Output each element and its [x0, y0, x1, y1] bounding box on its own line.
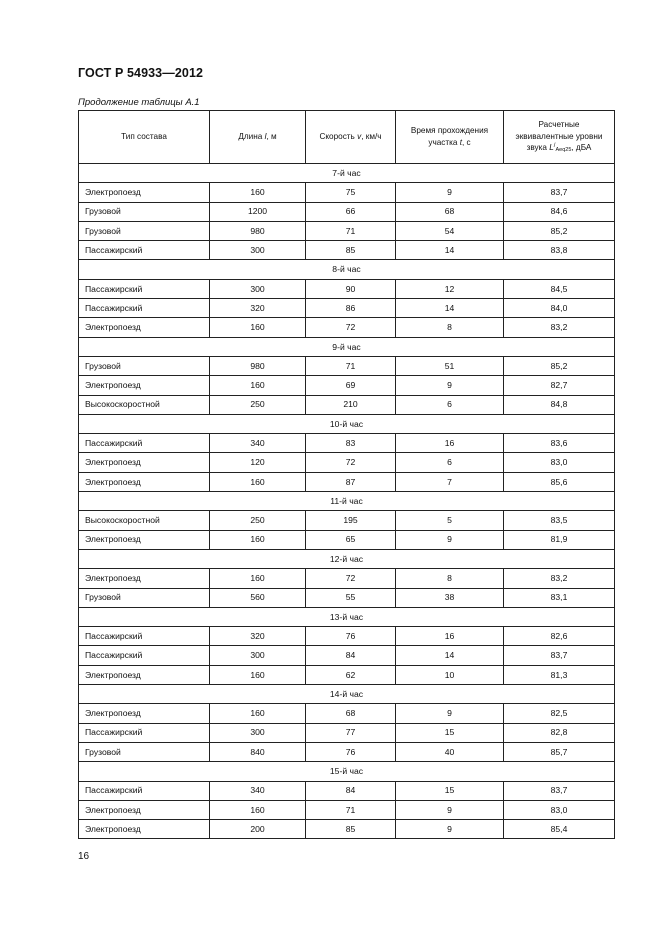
- table-row: [79, 434, 615, 453]
- length-cell: 300: [210, 241, 306, 260]
- hour-label: 14-й час: [79, 685, 615, 704]
- sound-level-cell: 83,6: [504, 434, 615, 453]
- speed-cell: 85: [306, 241, 396, 260]
- time-cell: 14: [396, 646, 504, 665]
- table-body: [79, 164, 615, 839]
- speed-cell: 85: [306, 820, 396, 839]
- speed-cell: 75: [306, 183, 396, 202]
- train-type-cell: Пассажирский: [79, 279, 210, 298]
- train-type-cell: Электропоезд: [79, 453, 210, 472]
- time-cell: 51: [396, 356, 504, 375]
- hour-group-row: [79, 492, 615, 511]
- data-table: [78, 110, 615, 839]
- table-row: [79, 511, 615, 530]
- length-cell: 160: [210, 665, 306, 684]
- hour-label: 15-й час: [79, 762, 615, 781]
- speed-cell: 68: [306, 704, 396, 723]
- hour-label: 8-й час: [79, 260, 615, 279]
- table-row: [79, 800, 615, 819]
- sound-level-cell: 85,7: [504, 742, 615, 761]
- train-type-cell: Электропоезд: [79, 820, 210, 839]
- table-row: [79, 646, 615, 665]
- sound-level-cell: 85,4: [504, 820, 615, 839]
- time-cell: 9: [396, 820, 504, 839]
- table-row: [79, 202, 615, 221]
- table-row: [79, 569, 615, 588]
- table-row: [79, 742, 615, 761]
- hour-label: 10-й час: [79, 414, 615, 433]
- time-cell: 9: [396, 704, 504, 723]
- speed-cell: 66: [306, 202, 396, 221]
- sound-level-cell: 85,6: [504, 472, 615, 491]
- sound-level-cell: 85,2: [504, 356, 615, 375]
- hour-group-row: [79, 260, 615, 279]
- time-cell: 38: [396, 588, 504, 607]
- sound-level-cell: 84,6: [504, 202, 615, 221]
- sound-level-cell: 83,5: [504, 511, 615, 530]
- time-cell: 10: [396, 665, 504, 684]
- sound-level-cell: 84,0: [504, 299, 615, 318]
- length-cell: 160: [210, 376, 306, 395]
- length-cell: 340: [210, 434, 306, 453]
- hour-group-row: [79, 685, 615, 704]
- train-type-cell: Пассажирский: [79, 627, 210, 646]
- train-type-cell: Электропоезд: [79, 665, 210, 684]
- speed-cell: 71: [306, 221, 396, 240]
- hour-group-row: [79, 607, 615, 626]
- length-cell: 1200: [210, 202, 306, 221]
- length-cell: 160: [210, 569, 306, 588]
- train-type-cell: Высокоскоростной: [79, 395, 210, 414]
- table-row: [79, 704, 615, 723]
- page-number: 16: [78, 851, 90, 862]
- table-row: [79, 318, 615, 337]
- speed-cell: 210: [306, 395, 396, 414]
- col-header-speed: Скорость v, км/ч: [306, 111, 396, 164]
- length-cell: 300: [210, 646, 306, 665]
- speed-cell: 195: [306, 511, 396, 530]
- table-row: [79, 356, 615, 375]
- train-type-cell: Пассажирский: [79, 646, 210, 665]
- time-cell: 40: [396, 742, 504, 761]
- hour-group-row: [79, 549, 615, 568]
- time-cell: 7: [396, 472, 504, 491]
- time-cell: 14: [396, 299, 504, 318]
- speed-cell: 71: [306, 356, 396, 375]
- sound-level-cell: 82,8: [504, 723, 615, 742]
- speed-cell: 65: [306, 530, 396, 549]
- speed-cell: 71: [306, 800, 396, 819]
- sound-level-cell: 83,7: [504, 781, 615, 800]
- speed-cell: 84: [306, 781, 396, 800]
- train-type-cell: Пассажирский: [79, 723, 210, 742]
- speed-cell: 72: [306, 318, 396, 337]
- length-cell: 320: [210, 299, 306, 318]
- train-type-cell: Электропоезд: [79, 183, 210, 202]
- table-caption: Продолжение таблицы А.1: [78, 97, 200, 108]
- train-type-cell: Электропоезд: [79, 318, 210, 337]
- time-cell: 9: [396, 800, 504, 819]
- table-row: [79, 472, 615, 491]
- sound-level-cell: 83,2: [504, 318, 615, 337]
- hour-group-row: [79, 414, 615, 433]
- time-cell: 9: [396, 183, 504, 202]
- time-cell: 9: [396, 530, 504, 549]
- table-row: [79, 723, 615, 742]
- train-type-cell: Электропоезд: [79, 800, 210, 819]
- sound-level-cell: 83,0: [504, 453, 615, 472]
- table-row: [79, 395, 615, 414]
- train-type-cell: Электропоезд: [79, 472, 210, 491]
- hour-label: 13-й час: [79, 607, 615, 626]
- col-header-sound-level: Расчетные эквивалентные уровни звука L/Aeq25, дБА: [504, 111, 615, 164]
- train-type-cell: Пассажирский: [79, 434, 210, 453]
- table-row: [79, 221, 615, 240]
- length-cell: 160: [210, 183, 306, 202]
- length-cell: 840: [210, 742, 306, 761]
- length-cell: 250: [210, 395, 306, 414]
- length-cell: 200: [210, 820, 306, 839]
- table-row: [79, 530, 615, 549]
- length-cell: 160: [210, 472, 306, 491]
- sound-level-cell: 83,7: [504, 646, 615, 665]
- table-row: [79, 279, 615, 298]
- time-cell: 15: [396, 781, 504, 800]
- speed-cell: 84: [306, 646, 396, 665]
- time-cell: 16: [396, 627, 504, 646]
- time-cell: 54: [396, 221, 504, 240]
- time-cell: 15: [396, 723, 504, 742]
- col-header-length: Длина l, м: [210, 111, 306, 164]
- table-row: [79, 376, 615, 395]
- length-cell: 560: [210, 588, 306, 607]
- speed-cell: 77: [306, 723, 396, 742]
- sound-level-cell: 83,8: [504, 241, 615, 260]
- length-cell: 160: [210, 530, 306, 549]
- sound-level-cell: 82,6: [504, 627, 615, 646]
- train-type-cell: Электропоезд: [79, 704, 210, 723]
- document-title: ГОСТ Р 54933—2012: [78, 66, 204, 80]
- length-cell: 980: [210, 221, 306, 240]
- hour-label: 7-й час: [79, 164, 615, 183]
- table-row: [79, 453, 615, 472]
- hour-label: 9-й час: [79, 337, 615, 356]
- hour-group-row: [79, 164, 615, 183]
- length-cell: 300: [210, 723, 306, 742]
- speed-cell: 87: [306, 472, 396, 491]
- train-type-cell: Грузовой: [79, 221, 210, 240]
- sound-level-cell: 82,7: [504, 376, 615, 395]
- hour-label: 11-й час: [79, 492, 615, 511]
- length-cell: 160: [210, 800, 306, 819]
- table-header-row: [79, 111, 615, 164]
- sound-level-cell: 83,1: [504, 588, 615, 607]
- col-header-train-type: Тип состава: [79, 111, 210, 164]
- train-type-cell: Пассажирский: [79, 299, 210, 318]
- hour-label: 12-й час: [79, 549, 615, 568]
- time-cell: 9: [396, 376, 504, 395]
- table-row: [79, 665, 615, 684]
- sound-level-cell: 83,0: [504, 800, 615, 819]
- length-cell: 300: [210, 279, 306, 298]
- speed-cell: 69: [306, 376, 396, 395]
- speed-cell: 72: [306, 569, 396, 588]
- train-type-cell: Грузовой: [79, 588, 210, 607]
- length-cell: 120: [210, 453, 306, 472]
- table-row: [79, 781, 615, 800]
- length-cell: 980: [210, 356, 306, 375]
- hour-group-row: [79, 762, 615, 781]
- sound-level-cell: 84,5: [504, 279, 615, 298]
- train-type-cell: Грузовой: [79, 356, 210, 375]
- length-cell: 320: [210, 627, 306, 646]
- speed-cell: 86: [306, 299, 396, 318]
- sound-level-cell: 83,2: [504, 569, 615, 588]
- table-row: [79, 588, 615, 607]
- sound-level-cell: 84,8: [504, 395, 615, 414]
- train-type-cell: Высокоскоростной: [79, 511, 210, 530]
- sound-level-cell: 81,9: [504, 530, 615, 549]
- table-row: [79, 820, 615, 839]
- time-cell: 8: [396, 318, 504, 337]
- time-cell: 6: [396, 453, 504, 472]
- speed-cell: 83: [306, 434, 396, 453]
- col-header-time: Время прохождения участка t, с: [396, 111, 504, 164]
- time-cell: 5: [396, 511, 504, 530]
- hour-group-row: [79, 337, 615, 356]
- table-row: [79, 183, 615, 202]
- speed-cell: 90: [306, 279, 396, 298]
- time-cell: 8: [396, 569, 504, 588]
- speed-cell: 76: [306, 742, 396, 761]
- train-type-cell: Электропоезд: [79, 530, 210, 549]
- table-row: [79, 627, 615, 646]
- length-cell: 160: [210, 704, 306, 723]
- train-type-cell: Пассажирский: [79, 781, 210, 800]
- speed-cell: 76: [306, 627, 396, 646]
- speed-cell: 72: [306, 453, 396, 472]
- time-cell: 14: [396, 241, 504, 260]
- table-row: [79, 241, 615, 260]
- train-type-cell: Электропоезд: [79, 569, 210, 588]
- length-cell: 250: [210, 511, 306, 530]
- sound-level-cell: 85,2: [504, 221, 615, 240]
- table-row: [79, 299, 615, 318]
- length-cell: 160: [210, 318, 306, 337]
- sound-level-cell: 81,3: [504, 665, 615, 684]
- time-cell: 12: [396, 279, 504, 298]
- speed-cell: 55: [306, 588, 396, 607]
- train-type-cell: Пассажирский: [79, 241, 210, 260]
- sound-level-cell: 83,7: [504, 183, 615, 202]
- sound-level-cell: 82,5: [504, 704, 615, 723]
- time-cell: 6: [396, 395, 504, 414]
- speed-cell: 62: [306, 665, 396, 684]
- time-cell: 16: [396, 434, 504, 453]
- train-type-cell: Электропоезд: [79, 376, 210, 395]
- length-cell: 340: [210, 781, 306, 800]
- train-type-cell: Грузовой: [79, 202, 210, 221]
- train-type-cell: Грузовой: [79, 742, 210, 761]
- time-cell: 68: [396, 202, 504, 221]
